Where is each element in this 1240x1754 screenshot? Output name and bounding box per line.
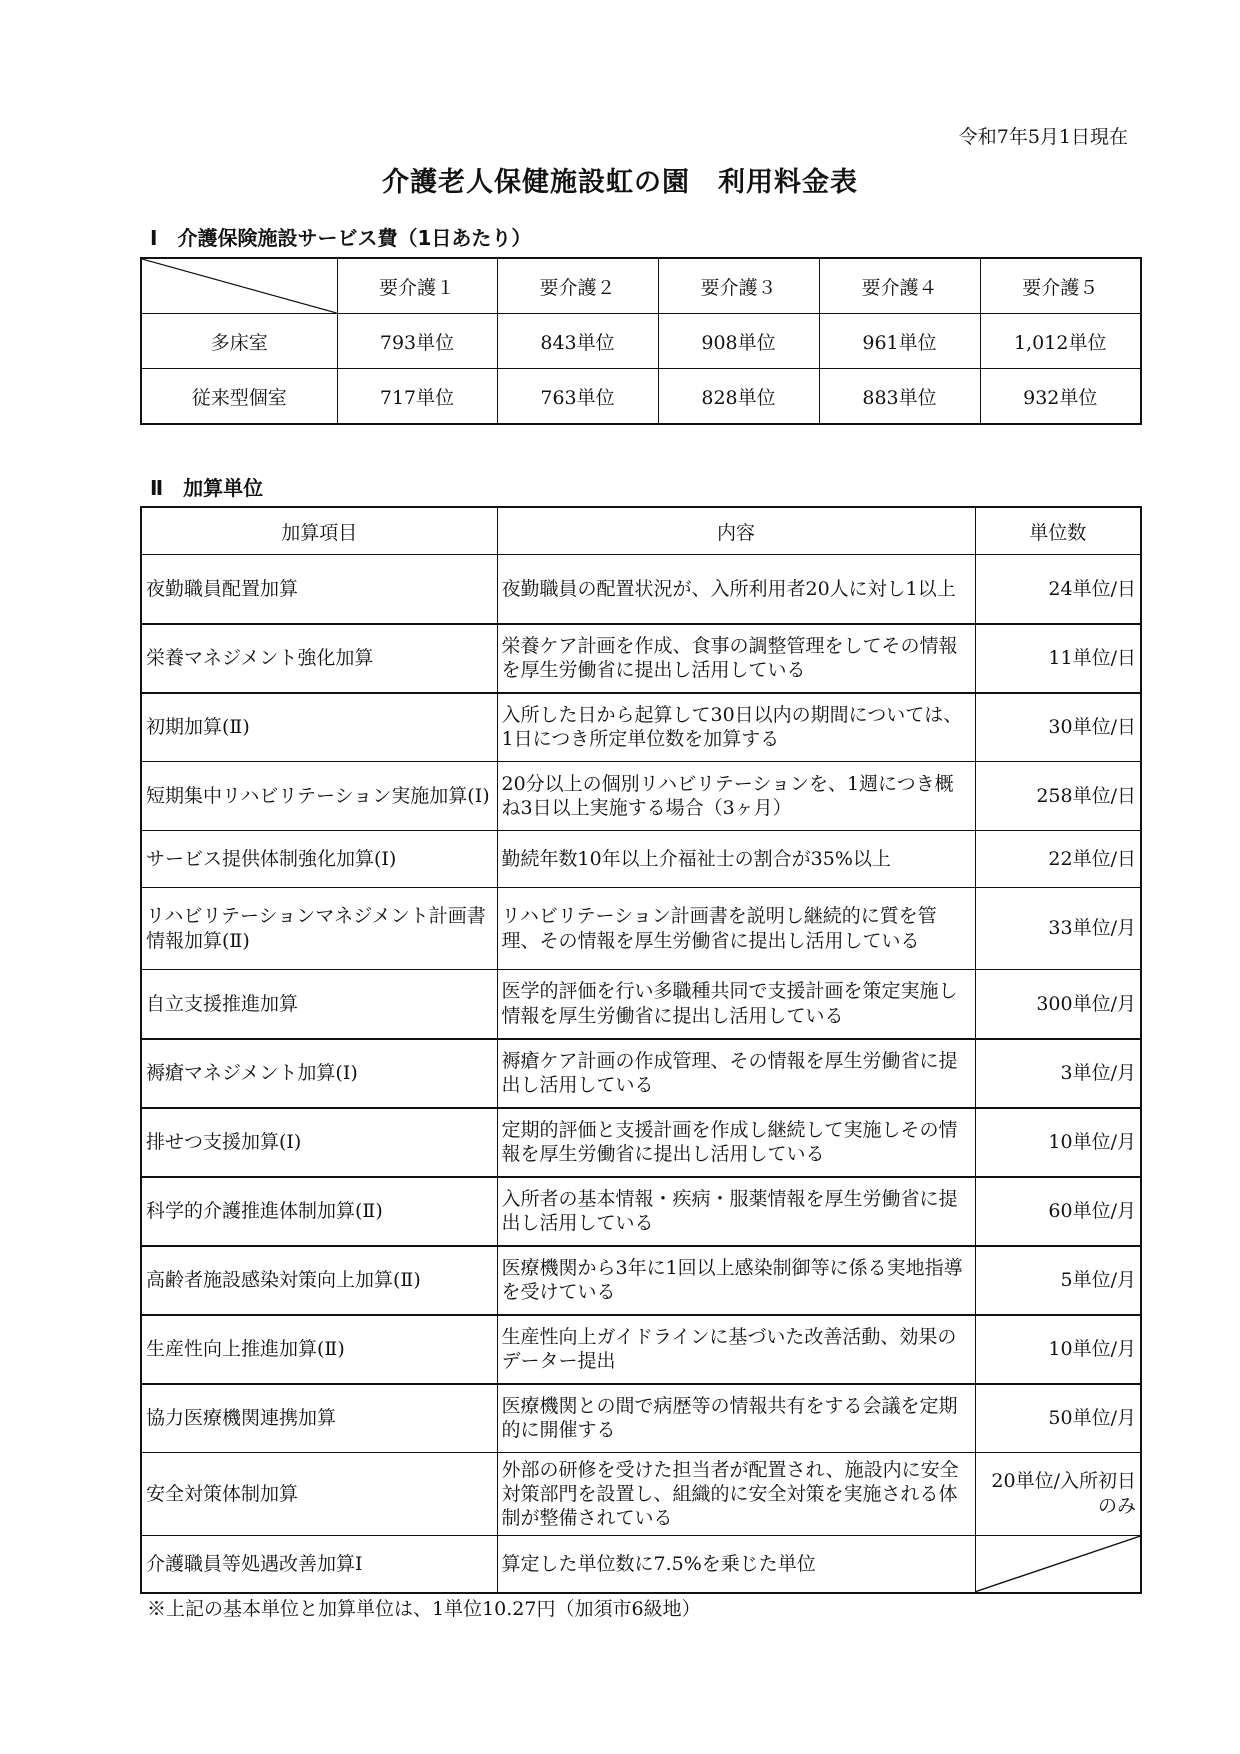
- addition-unit: 258単位/日: [975, 762, 1141, 831]
- addition-item: 科学的介護推進体制加算(Ⅱ): [141, 1177, 497, 1246]
- fee-cell: 1,012単位: [980, 314, 1141, 369]
- addition-content: 入所した日から起算して30日以内の期間については、1日につき所定単位数を加算する: [497, 693, 975, 762]
- addition-unit: 22単位/日: [975, 831, 1141, 888]
- addition-content: 外部の研修を受けた担当者が配置され、施設内に安全対策部門を設置し、組織的に安全対策を実施される体制が整備されている: [497, 1453, 975, 1536]
- addition-item: 自立支援推進加算: [141, 970, 497, 1039]
- addition-item: 介護職員等処遇改善加算Ⅰ: [141, 1536, 497, 1593]
- addition-row: [141, 1246, 1141, 1315]
- addition-item: 初期加算(Ⅱ): [141, 693, 497, 762]
- addition-content: 医学的評価を行い多職種共同で支援計画を策定実施し情報を厚生労働省に提出し活用している: [497, 970, 975, 1039]
- addition-item: 高齢者施設感染対策向上加算(Ⅱ): [141, 1246, 497, 1315]
- fee-cell: 763単位: [497, 369, 658, 425]
- addition-unit: 30単位/日: [975, 693, 1141, 762]
- addition-header-row: [141, 507, 1141, 555]
- addition-unit: 300単位/月: [975, 970, 1141, 1039]
- service-fee-table: [140, 257, 1142, 425]
- addition-content: 20分以上の個別リハビリテーションを、1週につき概ね3日以上実施する場合（3ヶ月）: [497, 762, 975, 831]
- header-content: 内容: [497, 507, 975, 555]
- addition-unit: 11単位/日: [975, 624, 1141, 693]
- header-item: 加算項目: [141, 507, 497, 555]
- addition-content: 栄養ケア計画を作成、食事の調整管理をしてその情報を厚生労働省に提出し活用している: [497, 624, 975, 693]
- addition-unit: 50単位/月: [975, 1384, 1141, 1453]
- fee-cell: 717単位: [337, 369, 497, 425]
- addition-item: 協力医療機関連携加算: [141, 1384, 497, 1453]
- care-level-header: 要介護３: [658, 258, 819, 314]
- care-level-header: 要介護４: [819, 258, 980, 314]
- fee-cell: 793単位: [337, 314, 497, 369]
- header-unit: 単位数: [975, 507, 1141, 555]
- addition-content: 夜勤職員の配置状況が、入所利用者20人に対し1以上: [497, 555, 975, 624]
- service-fee-row: [141, 369, 1141, 425]
- addition-unit: 10単位/月: [975, 1315, 1141, 1384]
- addition-row: [141, 624, 1141, 693]
- care-level-header: 要介護２: [497, 258, 658, 314]
- section1-heading: Ⅰ 介護保険施設サービス費（1日あたり）: [150, 226, 532, 250]
- addition-item: 短期集中リハビリテーション実施加算(Ⅰ): [141, 762, 497, 831]
- addition-unit: 60単位/月: [975, 1177, 1141, 1246]
- fee-cell: 908単位: [658, 314, 819, 369]
- date-line: 令和7年5月1日現在: [958, 126, 1128, 148]
- fee-cell: 961単位: [819, 314, 980, 369]
- fee-cell: 932単位: [980, 369, 1141, 425]
- addition-content: 勤続年数10年以上介福祉士の割合が35%以上: [497, 831, 975, 888]
- fee-cell: 828単位: [658, 369, 819, 425]
- addition-row: [141, 762, 1141, 831]
- care-level-header: 要介護５: [980, 258, 1141, 314]
- addition-item: 生産性向上推進加算(Ⅱ): [141, 1315, 497, 1384]
- diagonal-empty-cell: [975, 1536, 1141, 1593]
- addition-content: 生産性向上ガイドラインに基づいた改善活動、効果のデーター提出: [497, 1315, 975, 1384]
- fee-cell: 883単位: [819, 369, 980, 425]
- room-type-label: 従来型個室: [141, 369, 337, 425]
- addition-unit: 10単位/月: [975, 1108, 1141, 1177]
- addition-content: 算定した単位数に7.5%を乗じた単位: [497, 1536, 975, 1593]
- care-level-header: 要介護１: [337, 258, 497, 314]
- fee-cell: 843単位: [497, 314, 658, 369]
- addition-content: 医療機関から3年に1回以上感染制御等に係る実地指導を受けている: [497, 1246, 975, 1315]
- room-type-label: 多床室: [141, 314, 337, 369]
- addition-content: 定期的評価と支援計画を作成し継続して実施しその情報を厚生労働省に提出し活用している: [497, 1108, 975, 1177]
- addition-content: 医療機関との間で病歴等の情報共有をする会議を定期的に開催する: [497, 1384, 975, 1453]
- addition-item: 褥瘡マネジメント加算(Ⅰ): [141, 1039, 497, 1108]
- addition-unit: 20単位/入所初日のみ: [975, 1453, 1141, 1536]
- addition-unit: 5単位/月: [975, 1246, 1141, 1315]
- addition-table: [140, 506, 1142, 1594]
- addition-row: [141, 831, 1141, 888]
- addition-item: 排せつ支援加算(Ⅰ): [141, 1108, 497, 1177]
- addition-row: [141, 1108, 1141, 1177]
- addition-content: リハビリテーション計画書を説明し継続的に質を管理、その情報を厚生労働省に提出し活用している: [497, 888, 975, 970]
- addition-item: サービス提供体制強化加算(Ⅰ): [141, 831, 497, 888]
- addition-row: [141, 555, 1141, 624]
- addition-row: [141, 693, 1141, 762]
- addition-row: [141, 1384, 1141, 1453]
- addition-unit: 33単位/月: [975, 888, 1141, 970]
- addition-item: 栄養マネジメント強化加算: [141, 624, 497, 693]
- addition-row: [141, 1315, 1141, 1384]
- footnote: ※上記の基本単位と加算単位は、1単位10.27円（加須市6級地）: [147, 1598, 701, 1620]
- addition-unit: 24単位/日: [975, 555, 1141, 624]
- diagonal-corner-cell: [141, 258, 337, 314]
- addition-row: [141, 970, 1141, 1039]
- addition-content: 入所者の基本情報・疾病・服薬情報を厚生労働省に提出し活用している: [497, 1177, 975, 1246]
- addition-content: 褥瘡ケア計画の作成管理、その情報を厚生労働省に提出し活用している: [497, 1039, 975, 1108]
- section2-heading: Ⅱ 加算単位: [150, 476, 264, 500]
- addition-row: [141, 1453, 1141, 1536]
- addition-row: [141, 888, 1141, 970]
- service-fee-header-row: [141, 258, 1141, 314]
- addition-item: リハビリテーションマネジメント計画書情報加算(Ⅱ): [141, 888, 497, 970]
- addition-unit: 3単位/月: [975, 1039, 1141, 1108]
- page-title: 介護老人保健施設虹の園 利用料金表: [382, 167, 858, 198]
- service-fee-row: [141, 314, 1141, 369]
- addition-row: [141, 1177, 1141, 1246]
- addition-row: [141, 1536, 1141, 1593]
- addition-item: 夜勤職員配置加算: [141, 555, 497, 624]
- addition-item: 安全対策体制加算: [141, 1453, 497, 1536]
- addition-row: [141, 1039, 1141, 1108]
